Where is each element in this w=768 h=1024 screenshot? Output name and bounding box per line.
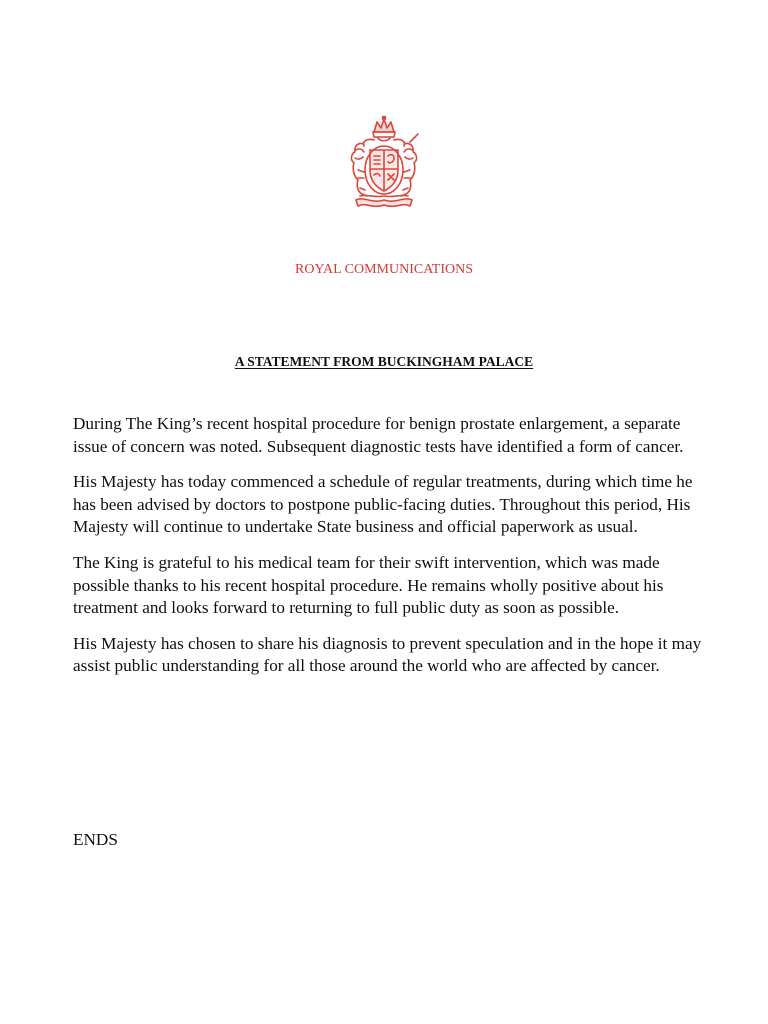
paragraph: The King is grateful to his medical team for their swift intervention, which was made possible thanks to his recent hospital procedure. He remains wholly positive about his treatment and looks forward to returning to full public duty as soon as possible. <box>73 552 664 618</box>
royal-coat-of-arms-icon <box>334 114 434 214</box>
statement-title: A STATEMENT FROM BUCKINGHAM PALACE <box>234 354 534 369</box>
paragraph: During The King’s recent hospital procedure for benign prostate enlargement, a separate issue of concern was noted. Subsequent diagnostic tests have identified a form of cancer. <box>73 414 684 456</box>
statement-body <box>73 413 713 691</box>
paragraph: His Majesty has today commenced a schedule of regular treatments, during which time he has been advised by doctors to postpone public-facing duties. Throughout this period, His Majesty will continue to undertake State business and official paperwork as usual. <box>73 472 693 537</box>
paragraph: His Majesty has chosen to share his diagnosis to prevent speculation and in the hope it may assist public understanding for all those around the world who are affected by cancer. <box>73 633 702 676</box>
closing-marker: ENDS <box>73 830 118 849</box>
organisation-name: ROYAL COMMUNICATIONS <box>295 262 473 277</box>
